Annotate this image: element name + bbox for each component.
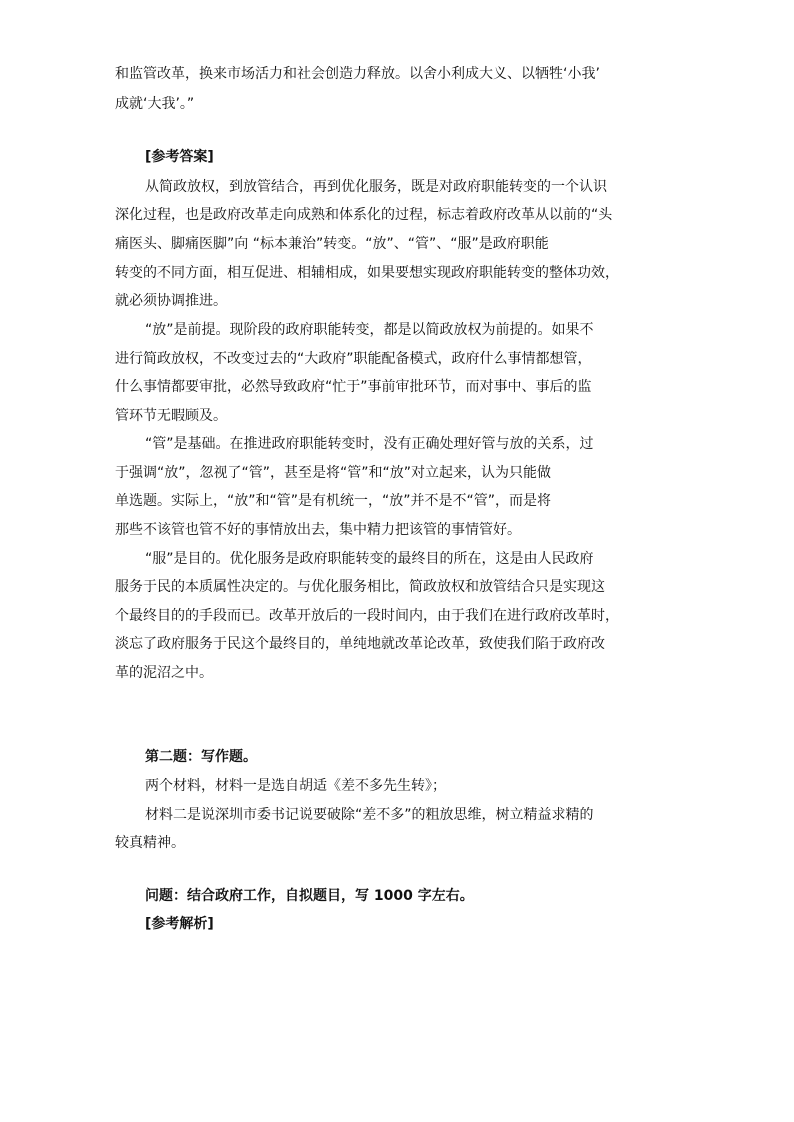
question-2-task: 问题：结合政府工作，自拟题目，写 1000 字左右。 [145,888,474,904]
reference-analysis-heading: [参考解析] [145,916,214,932]
answer-p3-line: “管”是基础。在推进政府职能转变时，没有正确处理好管与放的关系，过 [145,436,594,452]
answer-p2-line: 进行简政放权，不改变过去的“大政府”职能配备模式，政府什么事情都想管， [115,351,592,367]
answer-p4-line: 淡忘了政府服务于民这个最终目的，单纯地就改革论改革，致使我们陷于政府改 [115,636,605,652]
answer-p4-line: 服务于民的本质属性决定的。与优化服务相比，简政放权和放管结合只是实现这 [115,579,605,595]
answer-p1-line: 痛医头、脚痛医脚”向 “标本兼治”转变。“放”、“管”、“服”是政府职能 [115,236,549,252]
answer-p2-line: 什么事情都要审批，必然导致政府“忙于”事前审批环节，而对事中、事后的监 [115,379,592,395]
reference-answer-heading: [参考答案] [145,149,214,165]
answer-p3-line: 单选题。实际上，“放”和“管”是有机统一，“放”并不是不“管”，而是将 [115,493,552,509]
answer-p1-line: 从简政放权，到放管结合，再到优化服务，既是对政府职能转变的一个认识 [145,179,607,195]
question-2-material-1: 两个材料，材料一是选自胡适《差不多先生转》； [145,778,446,794]
question-2-heading: 第二题：写作题。 [145,749,257,765]
answer-p2-line: “放”是前提。现阶段的政府职能转变，都是以简政放权为前提的。如果不 [145,322,594,338]
answer-p1-line: 转变的不同方面，相互促进、相辅相成，如果要想实现政府职能转变的整体功效， [115,265,619,281]
answer-p3-line: 于强调“放”，忽视了“管”，甚至是将“管”和“放”对立起来，认为只能做 [115,465,552,481]
answer-p2-line: 管环节无暇顾及。 [115,408,227,424]
answer-p4-line: 革的泥沼之中。 [115,665,213,681]
question-2-material-2-continued: 较真精神。 [115,835,185,851]
intro-line-1: 和监管改革，换来市场活力和社会创造力释放。以舍小利成大义、以牺牲‘小我’ [115,66,600,82]
answer-p4-line: “服”是目的。优化服务是政府职能转变的最终目的所在，这是由人民政府 [145,551,594,567]
answer-p1-line: 就必须协调推进。 [115,293,227,309]
answer-p4-line: 个最终目的的手段而已。改革开放后的一段时间内，由于我们在进行政府改革时， [115,608,619,624]
answer-p1-line: 深化过程，也是政府改革走向成熟和体系化的过程，标志着政府改革从以前的“头 [115,207,613,223]
intro-line-2: 成就‘大我’。” [115,96,195,112]
question-2-material-2: 材料二是说深圳市委书记说要破除“差不多”的粗放思维，树立精益求精的 [145,807,594,823]
answer-p3-line: 那些不该管也管不好的事情放出去，集中精力把该管的事情管好。 [115,522,521,538]
